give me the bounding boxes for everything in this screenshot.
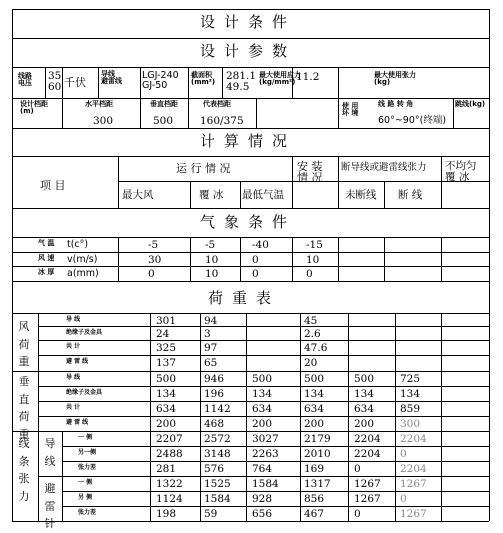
- section-values: 281.1 49.5: [226, 70, 257, 93]
- load-row-label: 另一侧: [78, 449, 97, 456]
- load-value: 1267: [354, 493, 381, 505]
- load-value: 2263: [252, 448, 279, 460]
- load-value: 576: [204, 463, 225, 475]
- load-value: 2204: [400, 433, 427, 445]
- load-value: 1584: [204, 493, 231, 505]
- calc-title: 计算情况: [200, 132, 297, 150]
- design-span-label: 设计档距 (m): [20, 100, 48, 115]
- install-header: 安 装 情 况: [297, 160, 323, 184]
- weather-value: 0: [306, 268, 313, 280]
- load-value: 200: [252, 418, 273, 430]
- load-value: 1124: [156, 493, 183, 505]
- load-value: 45: [304, 315, 318, 327]
- vertical-span-value: 500: [153, 115, 174, 127]
- angle-value: 60°~90°(终端): [378, 115, 447, 126]
- weather-row-label: 气 温: [38, 239, 55, 247]
- load-value: 1142: [204, 403, 231, 415]
- load-value: 300: [400, 418, 421, 430]
- load-value: 856: [304, 493, 325, 505]
- load-row-label: 导 线: [66, 374, 81, 381]
- load-value: 134: [354, 388, 375, 400]
- weather-value: 0: [148, 268, 155, 280]
- angle-label: 线 路 转 角: [378, 100, 414, 108]
- load-value: 94: [204, 315, 218, 327]
- broken-header: 断 线: [398, 189, 423, 201]
- load-value: 467: [304, 508, 325, 520]
- load-value: 20: [304, 357, 318, 369]
- ground-wire-subgroup: 避雷针: [44, 482, 56, 531]
- voltage-value: 35 60: [48, 70, 62, 93]
- load-value: 2488: [156, 448, 183, 460]
- load-value: 198: [156, 508, 177, 520]
- uneven-ice-header: 不均匀 覆 冰: [445, 160, 477, 183]
- load-row-label: 共 计: [66, 343, 81, 350]
- jumper-label: 跳线(kg): [455, 100, 486, 108]
- load-value: 500: [304, 373, 325, 385]
- representative-span-value: 160/375: [200, 115, 244, 127]
- ice-header: 覆 冰: [199, 189, 224, 201]
- load-value: 169: [304, 463, 325, 475]
- load-value: 634: [354, 403, 375, 415]
- load-value: 1525: [204, 478, 231, 490]
- load-value: 656: [252, 508, 273, 520]
- load-row-label: 另 侧: [78, 494, 93, 501]
- vertical-span-label: 垂直档距: [150, 100, 178, 108]
- load-value: 2.6: [304, 328, 321, 340]
- load-value: 859: [400, 403, 421, 415]
- load-value: 134: [304, 388, 325, 400]
- weather-unit: v(m/s): [67, 254, 98, 265]
- load-value: 301: [156, 315, 177, 327]
- wire-label: 导线 避雷线: [101, 70, 122, 85]
- weather-title: 气象条件: [200, 213, 297, 231]
- weather-value: 0: [252, 268, 259, 280]
- tension-group: 线条张力: [18, 437, 30, 503]
- item-header: 项 目: [40, 179, 66, 192]
- weather-value: -5: [148, 239, 159, 251]
- load-value: 3027: [252, 433, 279, 445]
- load-value: 1317: [304, 478, 331, 490]
- weather-value: -40: [252, 239, 269, 251]
- load-value: 2204: [354, 448, 381, 460]
- load-title: 荷重表: [208, 289, 281, 307]
- load-value: 0: [354, 508, 361, 520]
- load-value: 59: [204, 508, 218, 520]
- load-value: 0: [400, 493, 407, 505]
- load-value: 65: [204, 357, 218, 369]
- load-value: 281: [156, 463, 177, 475]
- load-value: 1267: [400, 508, 427, 520]
- load-value: 634: [304, 403, 325, 415]
- max-wind-header: 最大风: [122, 189, 154, 201]
- load-row-label: 绝缘子及金具: [66, 329, 103, 336]
- load-value: 47.6: [304, 342, 328, 354]
- weather-value: 10: [306, 254, 320, 266]
- load-value: 196: [204, 388, 225, 400]
- load-value: 3148: [204, 448, 231, 460]
- weather-value: 10: [205, 254, 219, 266]
- load-row-label: 张力差: [78, 509, 97, 516]
- load-value: 325: [156, 342, 177, 354]
- load-row-label: 绝缘子及金具: [66, 389, 103, 396]
- load-row-label: 张力差: [78, 464, 97, 471]
- load-value: 200: [354, 418, 375, 430]
- load-row-label: 共 计: [66, 404, 81, 411]
- load-value: 1322: [156, 478, 183, 490]
- load-row-label: 一 侧: [78, 479, 93, 486]
- load-value: 134: [156, 388, 177, 400]
- load-value: 134: [400, 388, 421, 400]
- load-value: 2010: [304, 448, 331, 460]
- load-value: 1584: [252, 478, 279, 490]
- load-value: 946: [204, 373, 225, 385]
- unbroken-header: 未断线: [345, 189, 377, 201]
- load-value: 0: [354, 463, 361, 475]
- horizontal-span-value: 300: [93, 115, 114, 127]
- wire-subgroup: 导线: [44, 437, 56, 468]
- load-value: 2207: [156, 433, 183, 445]
- load-value: 634: [252, 403, 273, 415]
- load-row-label: 避 雷 线: [66, 419, 89, 426]
- load-value: 2572: [204, 433, 231, 445]
- weather-value: -5: [205, 239, 216, 251]
- operation-header: 运 行 情 况: [176, 162, 231, 175]
- design-params-title: 设计参数: [200, 42, 297, 60]
- load-value: 200: [156, 418, 177, 430]
- load-value: 725: [400, 373, 421, 385]
- broken-wire-header: 断导线或避雷线张力: [341, 162, 427, 173]
- load-value: 764: [252, 463, 273, 475]
- load-value: 500: [354, 373, 375, 385]
- load-value: 97: [204, 342, 218, 354]
- load-value: 137: [156, 357, 177, 369]
- load-value: 3: [204, 328, 211, 340]
- max-stress-label: 最大使用应力 (kg/mm²): [259, 71, 301, 86]
- weather-value: 10: [205, 268, 219, 280]
- vertical-load-group: 垂直荷重: [18, 375, 30, 441]
- load-row-label: 导 线: [66, 316, 81, 323]
- section-label: 截面积 (mm²): [191, 71, 216, 86]
- low-temp-header: 最低气温: [242, 189, 284, 201]
- kv-unit: 千伏: [64, 76, 86, 89]
- wire-types: LGJ-240 GJ-50: [142, 70, 179, 91]
- load-value: 134: [252, 388, 273, 400]
- load-row-label: 一 侧: [78, 434, 93, 441]
- horizontal-span-label: 水平档距: [85, 100, 113, 108]
- weather-unit: a(mm): [67, 268, 99, 279]
- load-value: 634: [156, 403, 177, 415]
- load-value: 2204: [354, 433, 381, 445]
- wind-load-group: 风荷重: [18, 320, 30, 369]
- weather-unit: t(c°): [67, 239, 89, 250]
- load-value: 1267: [400, 478, 427, 490]
- weather-row-label: 冰 厚: [38, 268, 55, 276]
- load-value: 500: [252, 373, 273, 385]
- load-row-label: 避 雷 线: [66, 358, 89, 365]
- load-value: 468: [204, 418, 225, 430]
- weather-row-label: 风 速: [38, 254, 55, 262]
- design-conditions-title: 设计条件: [200, 13, 297, 31]
- weather-value: 30: [148, 254, 162, 266]
- max-stress-value: 11.2: [296, 71, 320, 83]
- weather-value: 0: [252, 254, 259, 266]
- representative-span-label: 代表档距: [203, 100, 231, 108]
- load-value: 2204: [400, 463, 427, 475]
- load-value: 24: [156, 328, 170, 340]
- load-value: 500: [156, 373, 177, 385]
- load-value: 928: [252, 493, 273, 505]
- load-value: 2179: [304, 433, 331, 445]
- weather-value: -15: [306, 239, 323, 251]
- max-tension-label: 最大使用张力 (kg): [374, 71, 416, 86]
- load-value: 200: [304, 418, 325, 430]
- load-value: 0: [400, 448, 407, 460]
- use-env-label: 使 用 环 境: [342, 102, 359, 117]
- load-value: 1267: [354, 478, 381, 490]
- line-voltage-label: 线路 电压: [18, 72, 32, 87]
